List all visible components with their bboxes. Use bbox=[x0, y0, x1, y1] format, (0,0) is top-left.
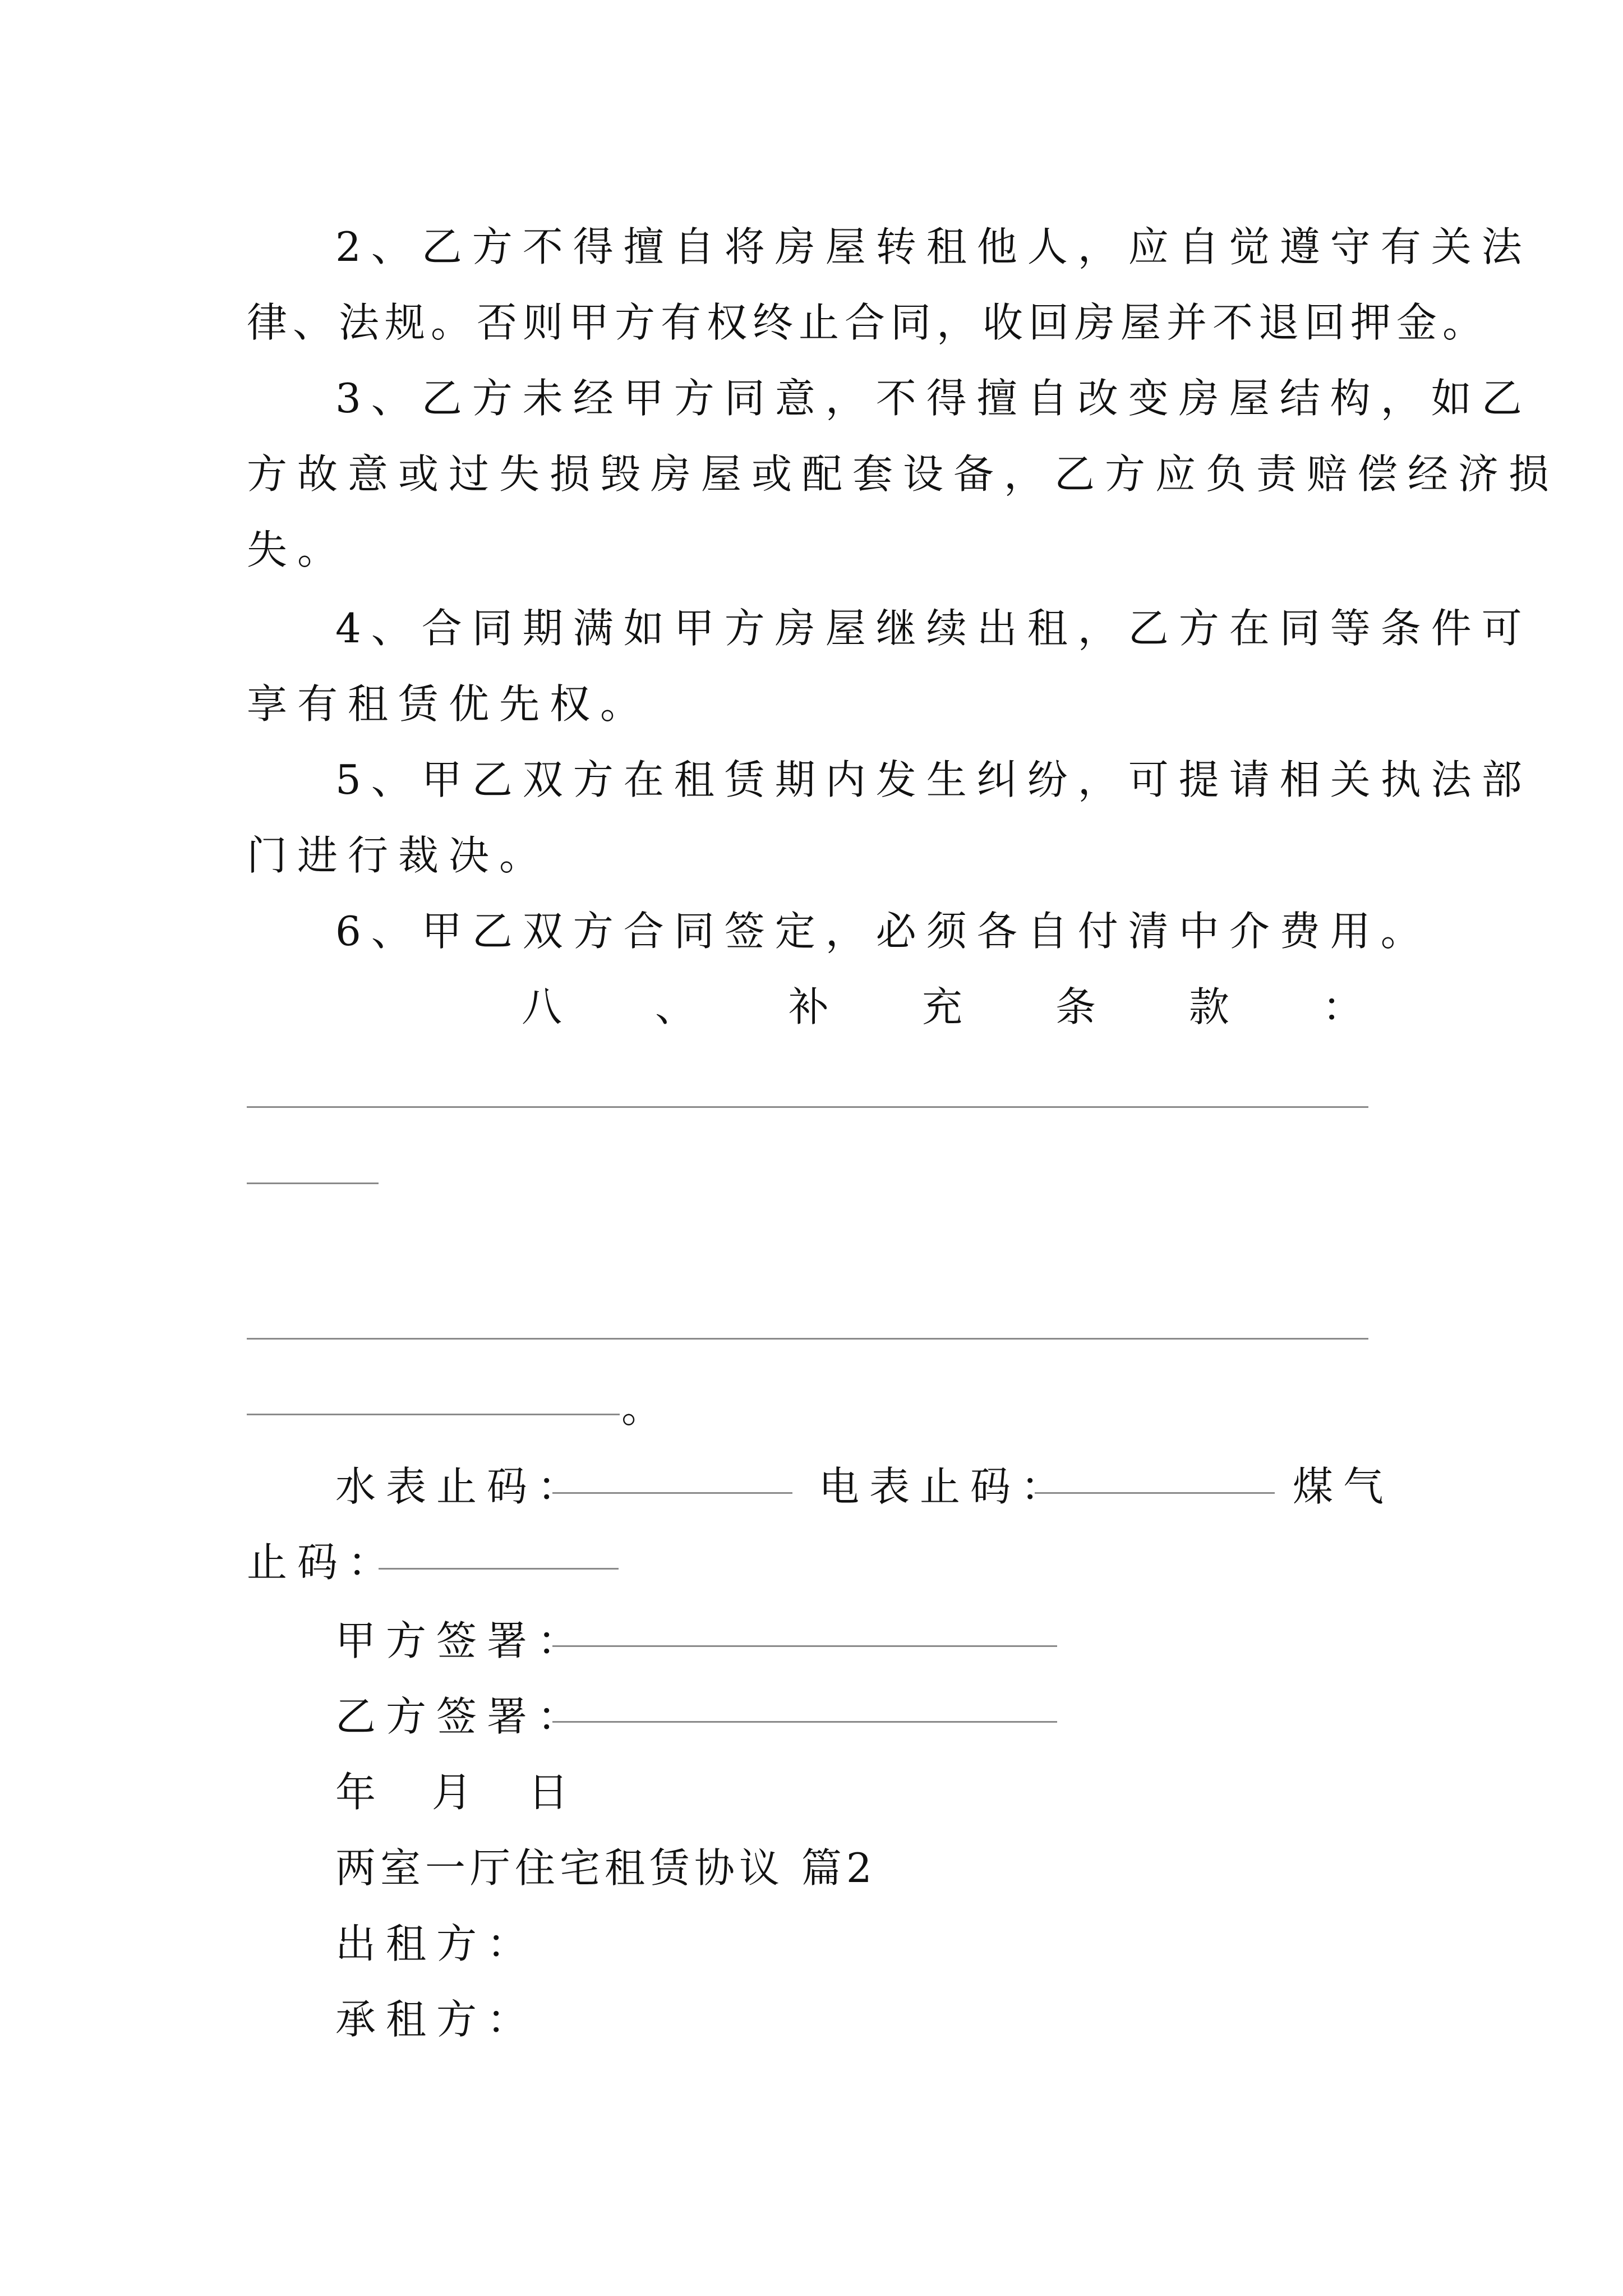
party-a-signature-line bbox=[0, 1602, 1623, 1680]
party-a-sign-label: 甲方签署： bbox=[335, 1617, 588, 1664]
date-line bbox=[0, 1753, 1623, 1832]
next-agreement-title-line bbox=[0, 1829, 1623, 1907]
section-8-char-4: 充 bbox=[921, 983, 962, 1030]
clause-3-line-3 bbox=[0, 510, 1623, 589]
gas-meter-blank bbox=[379, 1568, 619, 1570]
lessor-line bbox=[0, 1904, 1623, 1983]
clause-6-line bbox=[0, 892, 1623, 970]
supplement-blank-line-2 bbox=[247, 1182, 379, 1184]
clause-5-text-2: 门进行裁决。 bbox=[247, 832, 550, 879]
section-8-char-6: 款 bbox=[1188, 983, 1229, 1030]
clause-2-line-1 bbox=[0, 208, 1623, 286]
water-meter-blank bbox=[552, 1492, 792, 1494]
water-meter-label: 水表止码： bbox=[335, 1463, 588, 1510]
electric-meter-blank bbox=[1035, 1492, 1275, 1494]
clause-5-line-2 bbox=[0, 816, 1623, 895]
next-agreement-title: 两室一厅住宅租赁协议 篇2 bbox=[335, 1844, 877, 1892]
supplement-period: 。 bbox=[621, 1384, 672, 1432]
clause-4-text-2: 享有租赁优先权。 bbox=[247, 680, 651, 728]
section-8-char-2: 、 bbox=[654, 983, 695, 1030]
clause-3-line-1 bbox=[0, 359, 1623, 438]
section-8-char-5: 条 bbox=[1055, 983, 1096, 1030]
section-8-char-7: ： bbox=[1322, 983, 1363, 1030]
lessee-label: 承租方： bbox=[335, 1996, 538, 2043]
party-b-sign-label: 乙方签署： bbox=[335, 1693, 588, 1740]
clause-6-text: 6、甲乙双方合同签定，必须各自付清中介费用。 bbox=[335, 908, 1431, 955]
lessee-line bbox=[0, 1980, 1623, 2059]
party-b-signature-blank bbox=[552, 1721, 1057, 1723]
section-8-heading bbox=[0, 968, 1623, 1046]
date-text: 年 月 日 bbox=[335, 1769, 579, 1816]
meter-readings-line-1 bbox=[0, 1447, 1623, 1526]
section-8-char-1: 八 bbox=[522, 983, 562, 1030]
party-b-signature-line bbox=[0, 1677, 1623, 1756]
clause-3-text-3: 失。 bbox=[247, 526, 348, 573]
meter-readings-line-2 bbox=[0, 1523, 1623, 1602]
clause-4-line-1 bbox=[0, 589, 1623, 668]
supplement-blank-line-3 bbox=[247, 1338, 1368, 1340]
clause-3-text-2: 方故意或过失损毁房屋或配套设备，乙方应负责赔偿经济损 bbox=[247, 450, 1560, 498]
clause-2-line-2 bbox=[0, 283, 1623, 362]
clause-3-line-2 bbox=[0, 435, 1623, 513]
section-8-char-3: 补 bbox=[788, 983, 829, 1030]
clause-2-text-1: 2、乙方不得擅自将房屋转租他人，应自觉遵守有关法 bbox=[335, 223, 1532, 270]
clause-4-text-1: 4、合同期满如甲方房屋继续出租，乙方在同等条件可 bbox=[335, 605, 1532, 652]
gas-meter-label-part2: 止码： bbox=[247, 1539, 399, 1586]
clause-3-text-1: 3、乙方未经甲方同意，不得擅自改变房屋结构，如乙 bbox=[335, 375, 1532, 422]
clause-5-text-1: 5、甲乙双方在租赁期内发生纠纷，可提请相关执法部 bbox=[335, 756, 1532, 803]
supplement-blank-line-1 bbox=[247, 1106, 1368, 1108]
clause-4-line-2 bbox=[0, 665, 1623, 743]
section-8-chars bbox=[522, 968, 1363, 1046]
party-a-signature-blank bbox=[552, 1645, 1057, 1647]
lessor-label: 出租方： bbox=[335, 1920, 538, 1967]
electric-meter-label: 电表止码： bbox=[819, 1463, 1072, 1510]
clause-2-text-2: 律、法规。否则甲方有权终止合同，收回房屋并不退回押金。 bbox=[247, 299, 1489, 346]
gas-meter-label-part1: 煤气 bbox=[1293, 1463, 1394, 1510]
clause-5-line-1 bbox=[0, 740, 1623, 819]
supplement-end-line bbox=[0, 1369, 1623, 1447]
